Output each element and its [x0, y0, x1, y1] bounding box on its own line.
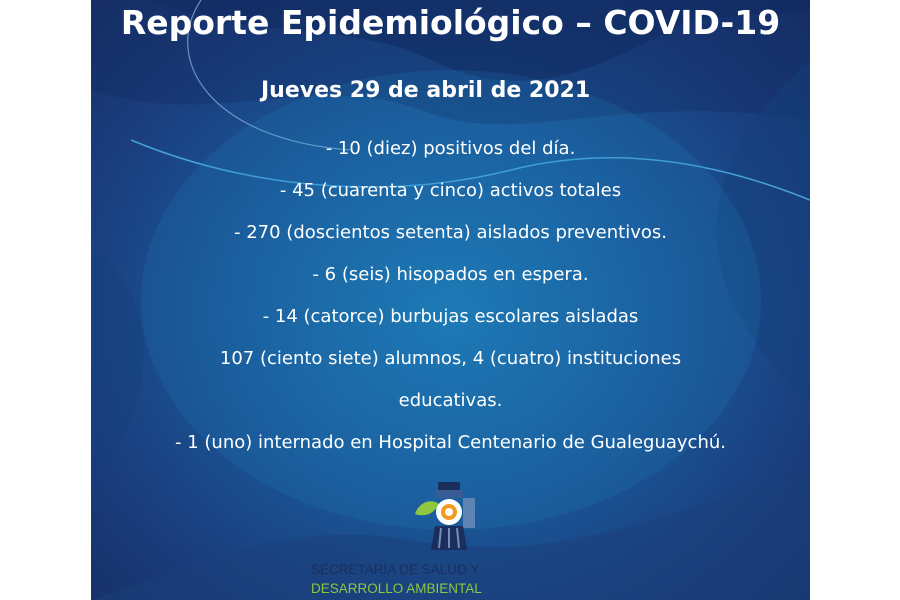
line-bubbles: - 14 (catorce) burbujas escolares aisladas [262, 306, 639, 327]
org-line-1: SECRETARÍA DE SALUD Y [311, 562, 480, 577]
line-students: 107 (ciento siete) alumnos, 4 (cuatro) instituciones [219, 348, 682, 369]
line-swabs: - 6 (seis) hisopados en espera. [312, 264, 589, 285]
line-isolated: - 270 (doscientos setenta) aislados preventivos. [234, 222, 667, 243]
line-students-cont: educativas. [398, 390, 503, 411]
org-line-2: DESARROLLO AMBIENTAL [311, 581, 482, 596]
municipal-emblem-icon [409, 476, 489, 556]
report-date: Jueves 29 de abril de 2021 [261, 78, 591, 103]
report-title: Reporte Epidemiológico – COVID-19 [120, 3, 781, 42]
line-active: - 45 (cuarenta y cinco) activos totales [279, 180, 622, 201]
report-card [91, 0, 810, 600]
report-lines [91, 128, 810, 464]
line-positives: - 10 (diez) positivos del día. [325, 138, 576, 159]
organization-name [311, 560, 591, 598]
line-hospitalized: - 1 (uno) internado en Hospital Centenario de Gualeguaychú. [175, 432, 726, 453]
